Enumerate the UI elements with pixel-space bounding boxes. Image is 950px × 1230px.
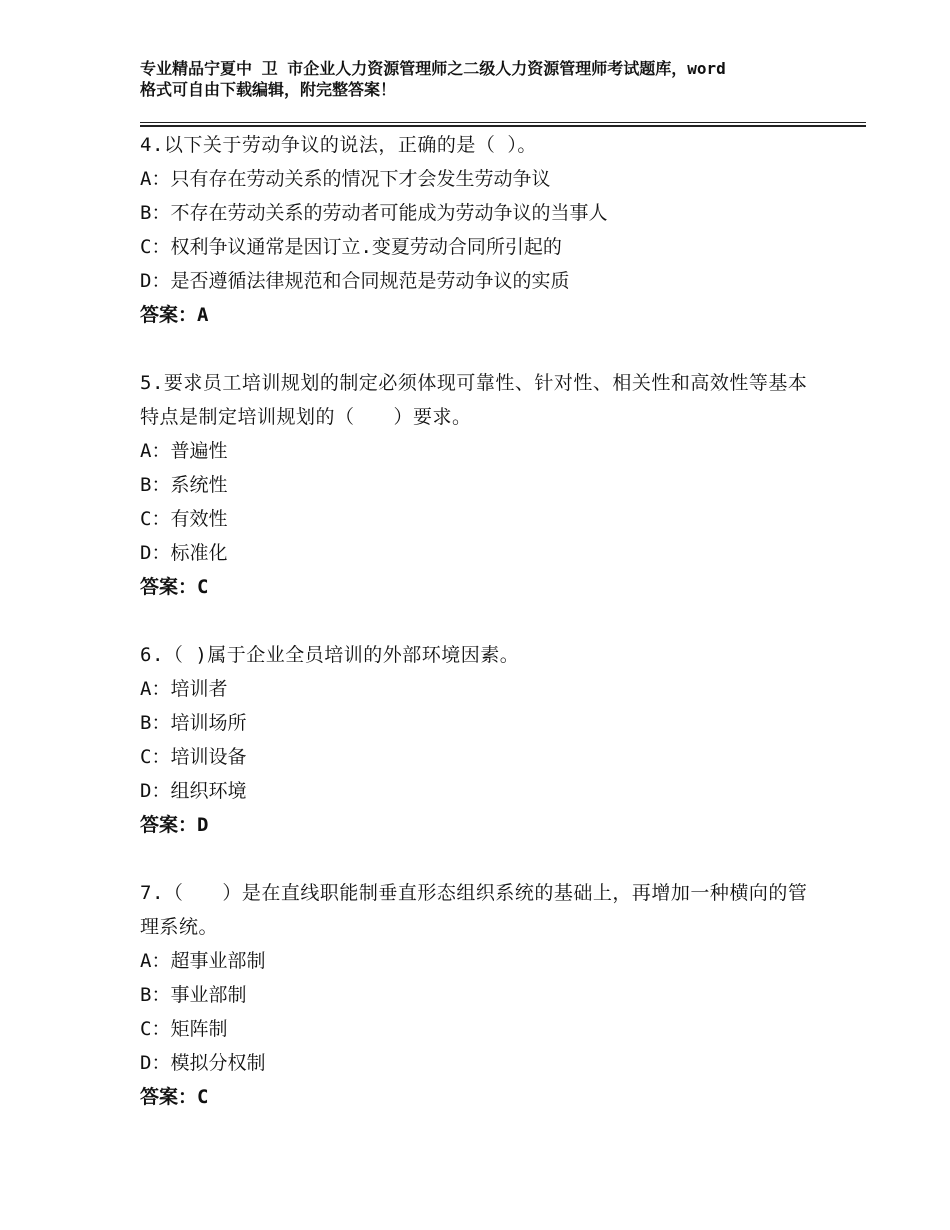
answer: 答案：C (140, 576, 209, 598)
header-line-1: 专业精品宁夏中 卫 市企业人力资源管理师之二级人力资源管理师考试题库，word (140, 59, 726, 78)
answer: 答案：D (140, 814, 209, 836)
option-a: A：培训者 (140, 678, 228, 700)
question-7 (140, 876, 820, 1114)
question-stem: 5.要求员工培训规划的制定必须体现可靠性、针对性、相关性和高效性等基本特点是制定培训规划的（ ）要求。 (140, 372, 808, 428)
option-c: C：矩阵制 (140, 1018, 228, 1040)
option-c: C：有效性 (140, 508, 228, 530)
option-c: C：权利争议通常是因订立.变夏劳动合同所引起的 (140, 236, 562, 258)
option-a: A：超事业部制 (140, 950, 266, 972)
answer: 答案：A (140, 304, 209, 326)
option-b: B：事业部制 (140, 984, 247, 1006)
option-a: A：只有存在劳动关系的情况下才会发生劳动争议 (140, 168, 551, 190)
question-stem: 6.（ )属于企业全员培训的外部环境因素。 (140, 644, 520, 666)
question-stem: 7.（ ）是在直线职能制垂直形态组织系统的基础上，再增加一种横向的管理系统。 (140, 882, 808, 938)
question-5 (140, 366, 820, 604)
document-header (140, 58, 840, 100)
answer: 答案：C (140, 1086, 209, 1108)
option-c: C：培训设备 (140, 746, 247, 768)
question-4 (140, 128, 820, 332)
option-a: A：普遍性 (140, 440, 228, 462)
option-d: D：标准化 (140, 542, 228, 564)
header-divider (140, 122, 866, 127)
option-b: B：系统性 (140, 474, 228, 496)
option-d: D：组织环境 (140, 780, 247, 802)
header-line-2: 格式可自由下载编辑，附完整答案！ (140, 80, 397, 99)
option-b: B：不存在劳动关系的劳动者可能成为劳动争议的当事人 (140, 202, 608, 224)
option-b: B：培训场所 (140, 712, 247, 734)
question-list (140, 128, 820, 1148)
question-6 (140, 638, 820, 842)
option-d: D：模拟分权制 (140, 1052, 266, 1074)
option-d: D：是否遵循法律规范和合同规范是劳动争议的实质 (140, 270, 570, 292)
question-stem: 4.以下关于劳动争议的说法，正确的是（ ）。 (140, 134, 537, 156)
